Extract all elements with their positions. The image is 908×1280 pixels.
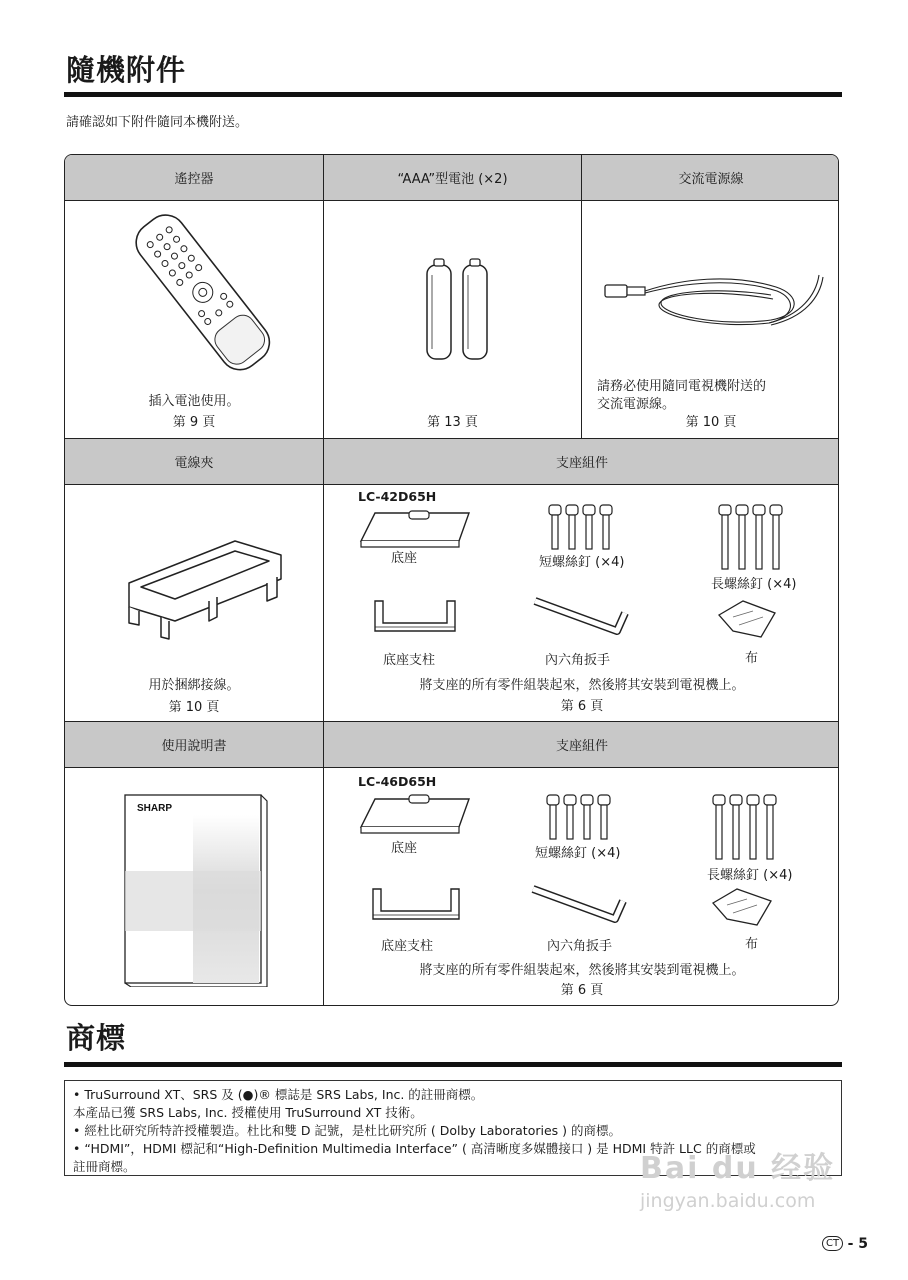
stand-base-icon (357, 791, 477, 837)
stand-2-model: LC-46D65H (358, 774, 437, 789)
clamp-desc: 用於捆綁接線。 (148, 678, 240, 693)
stand-2-page: 第 6 頁 (560, 983, 604, 998)
base-label: 底座 (391, 841, 418, 856)
header-battery: “AAA”型電池 (×2) (324, 155, 581, 200)
post-label: 底座支柱 (381, 939, 434, 954)
short-screws-label: 短螺絲釘 (×4) (535, 846, 621, 861)
manual-booklet-icon (123, 791, 269, 987)
grid-line (65, 484, 839, 485)
stand-2-note: 將支座的所有零件組裝起來，然後將其安裝到電視機上。 (419, 963, 745, 978)
stand-post-icon (371, 597, 461, 637)
intro-text: 請確認如下附件隨同本機附送。 (66, 115, 249, 130)
ac-cord-icon (601, 265, 831, 335)
long-screws-label: 長螺絲釘 (×4) (707, 868, 793, 883)
stand-1-page: 第 6 頁 (560, 699, 604, 714)
accessories-table (64, 154, 839, 1006)
cord-desc-2: 交流電源線。 (597, 397, 676, 412)
watermark-url: jingyan.baidu.com (640, 1190, 816, 1212)
wrench-label: 內六角扳手 (545, 653, 611, 668)
hex-wrench-icon (531, 595, 635, 641)
remote-page: 第 9 頁 (172, 415, 216, 430)
page-number: - 5 (847, 1236, 868, 1252)
grid-line (65, 200, 839, 201)
cloth-label: 布 (745, 937, 759, 952)
clamp-page: 第 10 頁 (168, 700, 220, 715)
hex-wrench-icon (529, 883, 633, 929)
remote-desc: 插入電池使用。 (148, 394, 240, 409)
battery-icon (423, 257, 491, 362)
header-clamp: 電線夾 (65, 439, 323, 484)
watermark-logo: Bai du 经验 (640, 1151, 836, 1186)
post-label: 底座支柱 (383, 653, 436, 668)
trademark-line: • 經杜比研究所特許授權製造。杜比和雙 D 記號，是杜比研究所 ( Dolby Laboratories ) 的商標。 (73, 1123, 621, 1138)
grid-line (65, 721, 839, 722)
header-stand-2: 支座組件 (324, 722, 839, 767)
grid-line (581, 155, 582, 439)
manual-brand: SHARP (137, 803, 173, 814)
cloth-icon (707, 885, 779, 929)
region-badge: CT (822, 1236, 843, 1251)
cord-page: 第 10 頁 (685, 415, 737, 430)
trademark-line: 註冊商標。 (73, 1159, 136, 1174)
trademark-line: 本產品已獲 SRS Labs, Inc. 授權使用 TruSurround XT 技術。 (73, 1105, 423, 1120)
long-screws-label: 長螺絲釘 (×4) (711, 577, 797, 592)
title-rule (64, 1062, 842, 1067)
section-title-accessories: 隨機附件 (66, 53, 187, 87)
short-screws-icon (545, 503, 615, 551)
grid-line (323, 155, 324, 1006)
cord-desc-1: 請務必使用隨同電視機附送的 (597, 379, 767, 394)
remote-control-icon (125, 213, 279, 373)
trademark-line: • “HDMI”，HDMI 標記和“High-Definition Multimedia Interface” ( 高清晰度多媒體接口 ) 是 HDMI 特許 LLC 的商標或 (73, 1141, 756, 1156)
long-screws-icon (715, 503, 785, 571)
wrench-label: 內六角扳手 (547, 939, 613, 954)
cloth-icon (713, 597, 783, 641)
stand-base-icon (357, 507, 477, 551)
short-screws-icon (543, 793, 613, 841)
cable-clamp-icon (117, 525, 289, 645)
stand-post-icon (369, 885, 465, 927)
trademark-line: • TruSurround XT、SRS 及 (●)® 標誌是 SRS Labs, Inc. 的註冊商標。 (73, 1087, 484, 1102)
long-screws-icon (709, 793, 779, 861)
section-title-trademarks: 商標 (66, 1021, 127, 1055)
battery-page: 第 13 頁 (427, 415, 478, 430)
grid-line (65, 438, 839, 439)
grid-line (65, 767, 839, 768)
header-stand-1: 支座組件 (324, 439, 839, 484)
stand-1-note: 將支座的所有零件組裝起來，然後將其安裝到電視機上。 (419, 678, 745, 693)
header-cord: 交流電源線 (582, 155, 839, 200)
base-label: 底座 (391, 551, 418, 566)
short-screws-label: 短螺絲釘 (×4) (539, 555, 625, 570)
cloth-label: 布 (745, 651, 759, 666)
title-rule (64, 92, 842, 97)
header-remote: 遙控器 (65, 155, 323, 200)
header-manual: 使用說明書 (65, 722, 323, 767)
stand-1-model: LC-42D65H (358, 489, 437, 504)
